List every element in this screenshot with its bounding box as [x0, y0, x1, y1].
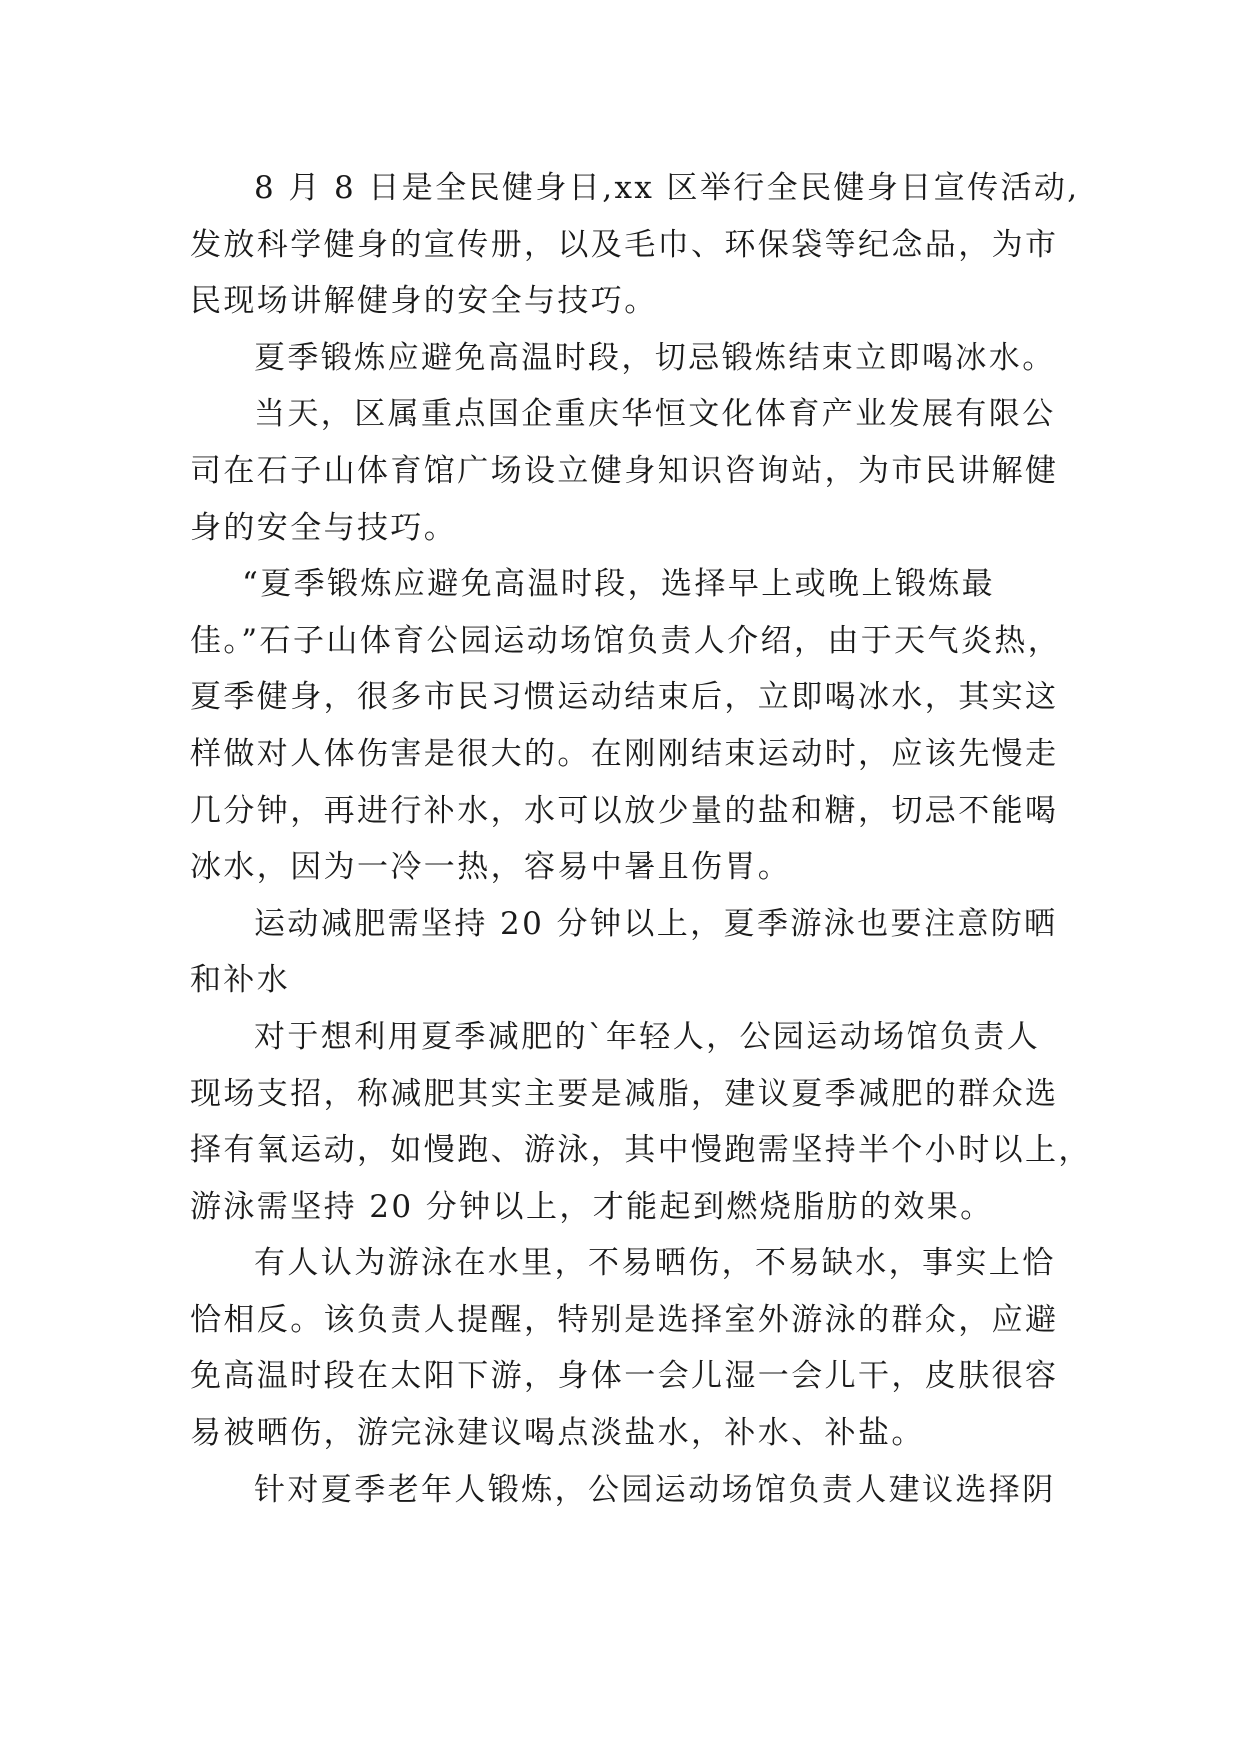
- text-line: “夏季锻炼应避免高温时段，选择早上或晚上锻炼最: [242, 566, 996, 603]
- text-line: 现场支招，称减肥其实主要是减脂，建议夏季减肥的群众选: [190, 1075, 1059, 1112]
- text-line: 和补水: [190, 962, 291, 999]
- text-line: 易被晒伤，游完泳建议喝点淡盐水，补水、补盐。: [190, 1415, 925, 1452]
- text-line: 夏季锻炼应避免高温时段，切忌锻炼结束立即喝冰水。: [254, 339, 1056, 376]
- text-line: 身的安全与技巧。: [190, 509, 458, 546]
- paragraph-3: [190, 386, 1070, 556]
- text-line: 对于想利用夏季减肥的`年轻人，公园运动场馆负责人: [254, 1018, 1041, 1055]
- text-line: 几分钟，再进行补水，水可以放少量的盐和糖，切忌不能喝: [190, 792, 1059, 829]
- paragraph-2: [190, 330, 1070, 387]
- text-line: 样做对人体伤害是很大的。在刚刚结束运动时，应该先慢走: [190, 735, 1059, 772]
- text-line: 择有氧运动，如慢跑、游泳，其中慢跑需坚持半个小时以上，: [190, 1132, 1092, 1169]
- paragraph-4: [190, 556, 1070, 896]
- text-line: 司在石子山体育馆广场设立健身知识咨询站，为市民讲解健: [190, 452, 1059, 489]
- text-line: 8 月 8 日是全民健身日,xx 区举行全民健身日宣传活动,: [254, 170, 1080, 206]
- text-line: 发放科学健身的宣传册，以及毛巾、环保袋等纪念品，为市: [190, 226, 1059, 263]
- text-line: 针对夏季老年人锻炼，公园运动场馆负责人建议选择阴: [254, 1471, 1056, 1508]
- text-line: 免高温时段在太阳下游，身体一会儿湿一会儿干，皮肤很容: [190, 1358, 1059, 1395]
- paragraph-7: [190, 1235, 1070, 1461]
- paragraph-8: [190, 1462, 1070, 1519]
- paragraph-1: [190, 160, 1080, 330]
- text-line: 恰相反。该负责人提醒，特别是选择室外游泳的群众，应避: [190, 1301, 1059, 1338]
- document-body: [190, 160, 1092, 1518]
- text-line: 民现场讲解健身的安全与技巧。: [190, 283, 658, 320]
- text-line: 当天，区属重点国企重庆华恒文化体育产业发展有限公: [254, 396, 1056, 433]
- text-line: 游泳需坚持 20 分钟以上，才能起到燃烧脂肪的效果。: [190, 1188, 994, 1225]
- text-line: 夏季健身，很多市民习惯运动结束后，立即喝冰水，其实这: [190, 679, 1059, 716]
- text-line: 有人认为游泳在水里，不易晒伤，不易缺水，事实上恰: [254, 1245, 1056, 1282]
- text-line: 冰水，因为一冷一热，容易中暑且伤胃。: [190, 849, 792, 886]
- text-line: 佳。”石子山体育公园运动场馆负责人介绍，由于天气炎热，: [190, 622, 1062, 659]
- text-line: 运动减肥需坚持 20 分钟以上，夏季游泳也要注意防晒: [254, 905, 1058, 942]
- paragraph-6: [190, 1009, 1092, 1235]
- paragraph-5: [190, 896, 1070, 1009]
